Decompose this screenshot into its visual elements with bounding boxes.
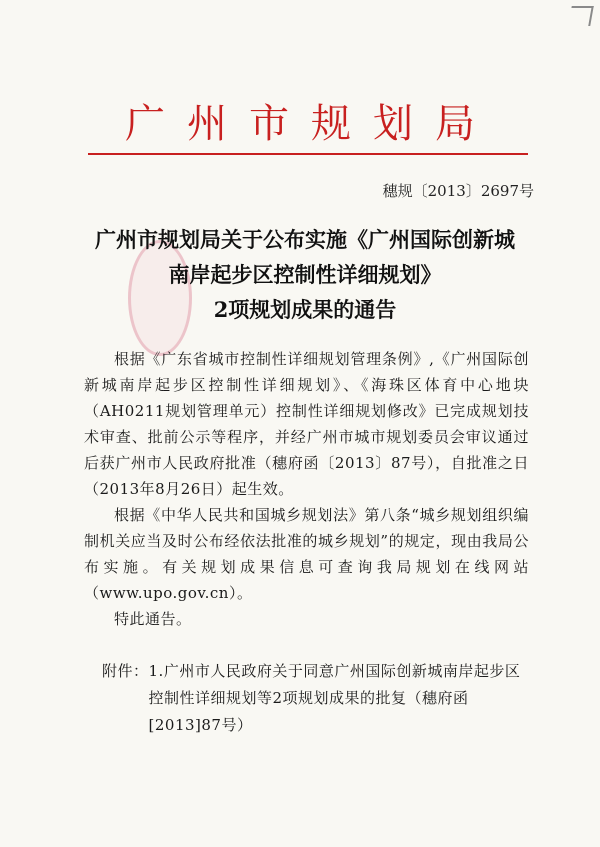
attachment-section: [102, 658, 532, 739]
body-paragraph-2: 根据《中华人民共和国城乡规划法》第八条“城乡规划组织编制机关应当及时公布经依法批准的城乡规划”的规定，现由我局公布实施。有关规划成果信息可查询我局规划在线网站（www.upo.gov.cn）。: [84, 506, 529, 602]
title-line-1: 广州市规划局关于公布实施《广州国际创新城: [95, 227, 515, 252]
attachment-item-1: 1.广州市人民政府关于同意广州国际创新城南岸起步区控制性详细规划等2项规划成果的批复（穗府函[2013]87号）: [148, 662, 521, 734]
title-line-2: 南岸起步区控制性详细规划》: [168, 262, 442, 287]
corner-fold-mark: [568, 6, 594, 26]
agency-header: 广州市规划局: [125, 101, 497, 147]
title-line-3: 2项规划成果的通告: [213, 297, 397, 322]
body-paragraph-1: 根据《广东省城市控制性详细规划管理条例》,《广州国际创新城南岸起步区控制性详细规划》、《海珠区体育中心地块（AH0211规划管理单元）控制性详细规划修改》已完成规划技术审查、批前公示等程序，并经广州市城市规划委员会审议通过后获广州市人民政府批准（穗府函〔2013〕87号），自批准之日（2013年8月26日）起生效。: [84, 350, 529, 498]
attachment-label: 附件：: [102, 662, 149, 680]
notice-body: [84, 346, 529, 632]
document-title: [70, 222, 540, 327]
document-number: 穗规〔2013〕2697号: [382, 182, 534, 200]
header-red-rule: [88, 153, 528, 155]
closing-line: 特此通告。: [114, 610, 192, 628]
